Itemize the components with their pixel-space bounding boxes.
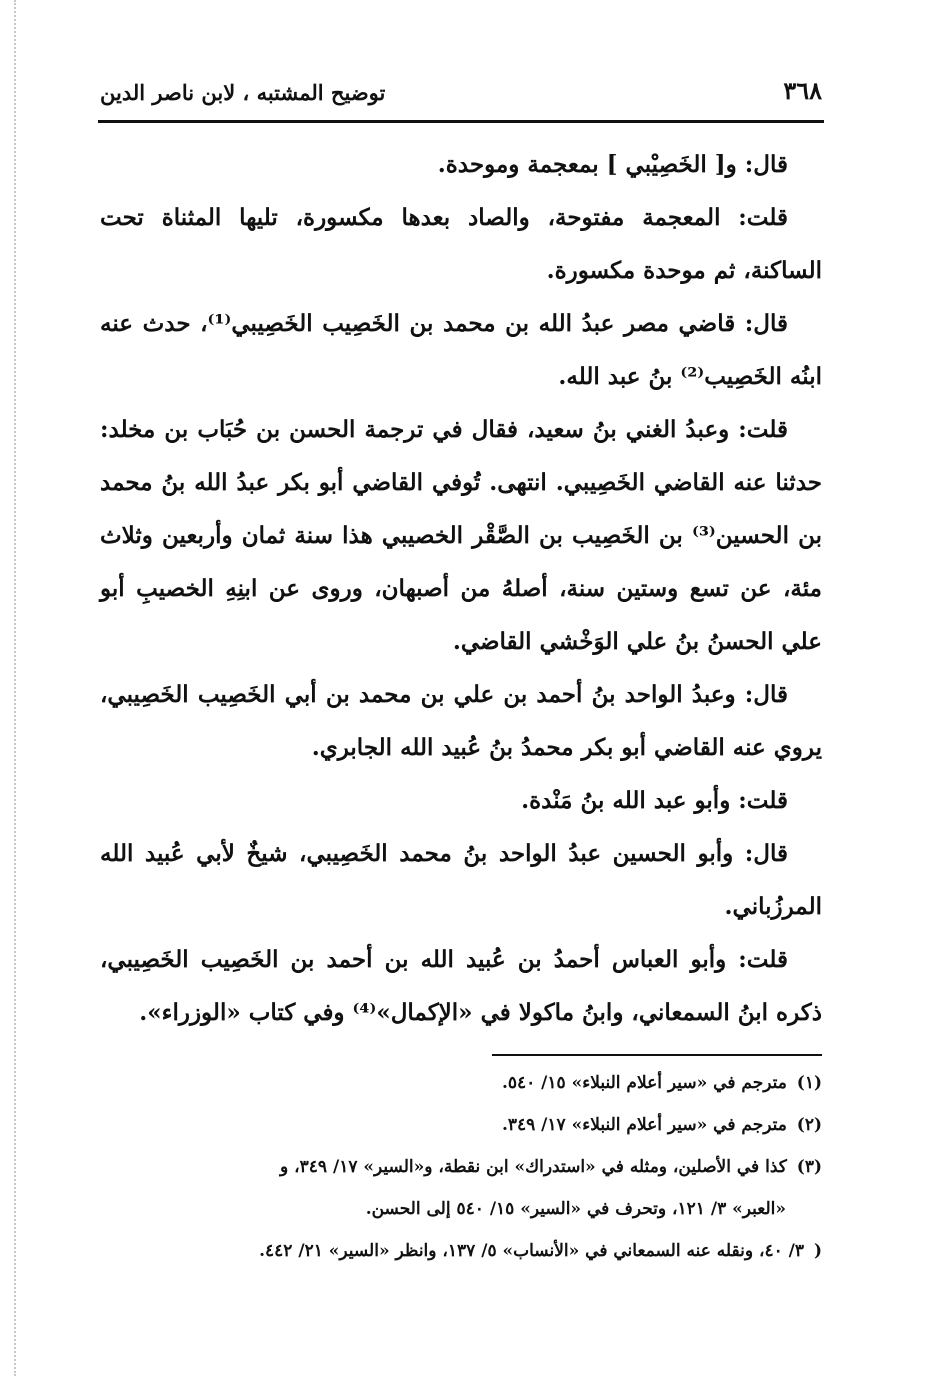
- footnote-continuation: «العبر» ٣/ ١٢١، وتحرف في «السير» ١٥/ ٥٤٠ إلى الحسن.: [365, 1199, 786, 1219]
- header-rule: [98, 120, 824, 123]
- page-number: ٣٦٨: [783, 76, 822, 105]
- footnote-label: (٣): [796, 1157, 822, 1177]
- footnote: [100, 1146, 822, 1230]
- paragraph: قلت: وعبدُ الغني بنُ سعيد، فقال في ترجمة الحسن بن حُبَاب بن مخلد: حدثنا عنه القاضي الخَصِيبي. انتهى. تُوفي القاضي أبو بكر عبدُ الله بنُ محمد بن الحسين⁽³⁾ بن الخَصِيب بن الصَّقْر الخصيبي هذا سنة ثمان وأربعين وثلاث مئة، عن تسع وستين سنة، أصلهُ من أصبهان، وروى عن ابنِهِ الخصيبِ أبو علي الحسنُ بنُ علي الوَخْشي القاضي.: [100, 416, 822, 655]
- paragraph: قال: وعبدُ الواحد بنُ أحمد بن علي بن محمد بن أبي الخَصِيب الخَصِيبي، يروي عنه القاضي أبو بكر محمدُ بنُ عُبيد الله الجابري.: [100, 681, 822, 761]
- footnotes: [100, 1062, 822, 1272]
- footnote-text: كذا في الأصلين، ومثله في «استدراك» ابن نقطة، و«السير» ١٧/ ٣٤٩، و: [280, 1157, 787, 1177]
- footnote-label: (١): [796, 1073, 822, 1093]
- page-header: [100, 70, 822, 118]
- footnote-label: (: [813, 1241, 822, 1261]
- paragraph: قلت: وأبو العباس أحمدُ بن عُبيد الله بن أحمد بن الخَصِيب الخَصِيبي، ذكره ابنُ السمعاني، وابنُ ماكولا في «الإكمال»⁽⁴⁾ وفي كتاب «الوزراء».: [100, 946, 822, 1026]
- paragraph: قال: وأبو الحسين عبدُ الواحد بنُ محمد الخَصِيبي، شيخٌ لأبي عُبيد الله المرزُباني.: [100, 840, 822, 920]
- paragraph: قال: و[ الخَصِيْبي ] بمعجمة وموحدة.: [437, 151, 788, 178]
- footnote-rule: [492, 1054, 822, 1056]
- paragraph: قلت: المعجمة مفتوحة، والصاد بعدها مكسورة، تليها المثناة تحت الساكنة، ثم موحدة مكسورة.: [100, 204, 822, 284]
- footnote: [100, 1104, 822, 1146]
- running-title: توضيح المشتبه ، لابن ناصر الدين: [100, 80, 386, 105]
- footnote-text: مترجم في «سير أعلام النبلاء» ١٧/ ٣٤٩.: [501, 1115, 787, 1135]
- paragraph: قلت: وأبو عبد الله بنُ مَنْدة.: [521, 787, 788, 814]
- footnote: [100, 1062, 822, 1104]
- page-edge: [14, 0, 16, 1376]
- footnote-text: ٣/ ٤٠، ونقله عنه السمعاني في «الأنساب» ٥/ ١٣٧، وانظر «السير» ٢١/ ٤٤٢.: [259, 1241, 805, 1261]
- paragraph: قال: قاضي مصر عبدُ الله بن محمد بن الخَصِيب الخَصِيبي⁽¹⁾، حدث عنه ابنُه الخَصِيب⁽²⁾ بنُ عبد الله.: [100, 310, 822, 390]
- main-text: [100, 138, 822, 1039]
- footnote-text: مترجم في «سير أعلام النبلاء» ١٥/ ٥٤٠.: [501, 1073, 787, 1093]
- footnote: [100, 1230, 822, 1272]
- footnote-label: (٢): [796, 1115, 822, 1135]
